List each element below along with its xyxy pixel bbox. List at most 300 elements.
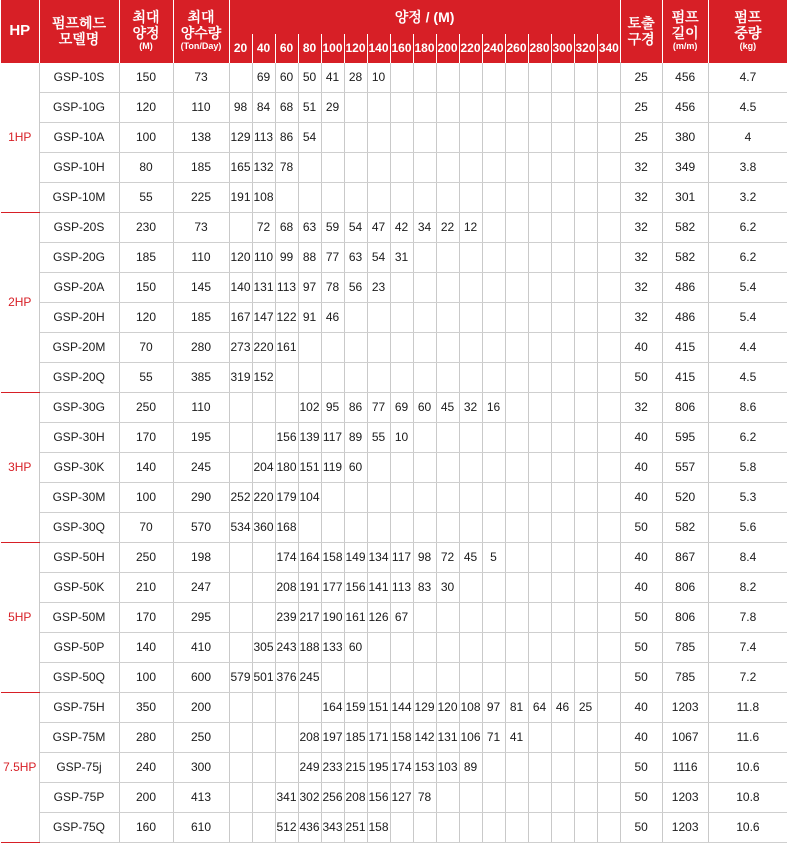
flow-at-lift-cell: 195	[367, 752, 390, 782]
flow-at-lift-cell	[528, 572, 551, 602]
flow-at-lift-cell: 220	[252, 332, 275, 362]
flow-at-lift-cell	[436, 482, 459, 512]
flow-at-lift-cell	[574, 302, 597, 332]
weight-cell: 5.8	[708, 452, 787, 482]
table-row	[1, 752, 787, 782]
flow-at-lift-cell	[390, 632, 413, 662]
table-row	[1, 452, 787, 482]
length-cell: 349	[662, 152, 708, 182]
outlet-cell: 50	[620, 512, 662, 542]
outlet-cell: 50	[620, 632, 662, 662]
flow-at-lift-cell: 167	[229, 302, 252, 332]
flow-at-lift-cell	[574, 62, 597, 92]
outlet-header-line1: 토출	[627, 14, 655, 31]
flow-at-lift-cell	[482, 422, 505, 452]
flow-at-lift-cell: 161	[344, 602, 367, 632]
flow-at-lift-cell	[436, 602, 459, 632]
flow-at-lift-cell: 60	[344, 452, 367, 482]
flow-at-lift-cell	[390, 62, 413, 92]
weight-cell: 4.4	[708, 332, 787, 362]
model-cell: GSP-20G	[39, 242, 119, 272]
flow-at-lift-cell	[505, 752, 528, 782]
flow-at-lift-cell	[551, 722, 574, 752]
flow-at-lift-cell	[413, 182, 436, 212]
flow-at-lift-cell: 77	[367, 392, 390, 422]
flow-at-lift-cell	[413, 62, 436, 92]
max-flow-header-line1: 최대	[187, 9, 215, 26]
length-cell: 1203	[662, 782, 708, 812]
outlet-cell: 50	[620, 602, 662, 632]
flow-at-lift-cell	[505, 452, 528, 482]
model-cell: GSP-10H	[39, 152, 119, 182]
model-cell: GSP-75H	[39, 692, 119, 722]
flow-at-lift-cell	[505, 482, 528, 512]
max-head-cell: 140	[119, 632, 173, 662]
max-head-cell: 140	[119, 452, 173, 482]
table-row	[1, 122, 787, 152]
flow-at-lift-cell	[505, 62, 528, 92]
flow-at-lift-cell	[574, 212, 597, 242]
hp-group-label: 7.5HP	[1, 692, 39, 842]
lift-column-header: 100	[321, 34, 344, 62]
lift-column-header: 220	[459, 34, 482, 62]
flow-at-lift-cell	[459, 572, 482, 602]
flow-at-lift-cell	[574, 812, 597, 842]
flow-at-lift-cell	[597, 122, 620, 152]
max-head-cell: 80	[119, 152, 173, 182]
length-cell: 456	[662, 62, 708, 92]
flow-at-lift-cell: 534	[229, 512, 252, 542]
weight-cell: 4.5	[708, 362, 787, 392]
flow-at-lift-cell: 191	[229, 182, 252, 212]
flow-at-lift-cell	[574, 542, 597, 572]
flow-at-lift-cell: 97	[298, 272, 321, 302]
weight-cell: 8.2	[708, 572, 787, 602]
max-head-cell: 120	[119, 92, 173, 122]
max-head-header	[119, 0, 173, 62]
flow-at-lift-cell	[482, 242, 505, 272]
table-row	[1, 662, 787, 692]
flow-at-lift-cell: 360	[252, 512, 275, 542]
flow-at-lift-cell	[459, 182, 482, 212]
flow-at-lift-cell	[321, 512, 344, 542]
flow-at-lift-cell	[367, 362, 390, 392]
max-flow-cell: 198	[173, 542, 229, 572]
flow-at-lift-cell	[551, 62, 574, 92]
flow-at-lift-cell	[528, 662, 551, 692]
flow-at-lift-cell: 16	[482, 392, 505, 422]
outlet-cell: 40	[620, 482, 662, 512]
flow-at-lift-cell	[574, 752, 597, 782]
flow-at-lift-cell	[505, 782, 528, 812]
flow-at-lift-cell: 151	[367, 692, 390, 722]
flow-at-lift-cell	[574, 482, 597, 512]
flow-at-lift-cell	[321, 662, 344, 692]
table-body	[1, 62, 787, 842]
flow-at-lift-cell	[436, 452, 459, 482]
length-header-line1: 펌프	[671, 9, 699, 26]
flow-at-lift-cell	[229, 422, 252, 452]
max-flow-header	[173, 0, 229, 62]
flow-at-lift-cell: 81	[505, 692, 528, 722]
flow-at-lift-cell	[459, 782, 482, 812]
flow-at-lift-cell	[528, 422, 551, 452]
flow-at-lift-cell: 34	[413, 212, 436, 242]
flow-at-lift-cell	[597, 542, 620, 572]
length-cell: 582	[662, 242, 708, 272]
max-flow-cell: 250	[173, 722, 229, 752]
flow-at-lift-cell	[344, 482, 367, 512]
max-head-cell: 240	[119, 752, 173, 782]
flow-at-lift-cell: 134	[367, 542, 390, 572]
flow-at-lift-cell: 579	[229, 662, 252, 692]
lift-column-header: 180	[413, 34, 436, 62]
flow-at-lift-cell	[482, 812, 505, 842]
flow-at-lift-cell	[505, 302, 528, 332]
model-cell: GSP-50P	[39, 632, 119, 662]
flow-at-lift-cell: 119	[321, 452, 344, 482]
flow-at-lift-cell: 129	[413, 692, 436, 722]
flow-at-lift-cell	[344, 152, 367, 182]
flow-at-lift-cell	[252, 602, 275, 632]
flow-at-lift-cell: 113	[252, 122, 275, 152]
flow-at-lift-cell	[436, 362, 459, 392]
outlet-cell: 32	[620, 182, 662, 212]
flow-at-lift-cell	[551, 92, 574, 122]
flow-at-lift-cell	[321, 362, 344, 392]
flow-at-lift-cell	[344, 512, 367, 542]
model-cell: GSP-50Q	[39, 662, 119, 692]
max-flow-cell: 138	[173, 122, 229, 152]
flow-at-lift-cell	[298, 152, 321, 182]
flow-at-lift-cell	[229, 62, 252, 92]
model-cell: GSP-30M	[39, 482, 119, 512]
flow-at-lift-cell	[597, 182, 620, 212]
flow-at-lift-cell: 12	[459, 212, 482, 242]
flow-at-lift-cell: 71	[482, 722, 505, 752]
flow-at-lift-cell: 72	[436, 542, 459, 572]
flow-at-lift-cell	[551, 392, 574, 422]
weight-cell: 5.4	[708, 272, 787, 302]
flow-at-lift-cell: 72	[252, 212, 275, 242]
flow-at-lift-cell	[298, 332, 321, 362]
flow-at-lift-cell	[344, 662, 367, 692]
weight-cell: 11.6	[708, 722, 787, 752]
flow-at-lift-cell: 98	[413, 542, 436, 572]
flow-at-lift-cell	[367, 92, 390, 122]
flow-at-lift-cell: 273	[229, 332, 252, 362]
flow-at-lift-cell	[574, 362, 597, 392]
flow-at-lift-cell	[482, 122, 505, 152]
flow-at-lift-cell: 69	[390, 392, 413, 422]
table-row	[1, 362, 787, 392]
outlet-cell: 40	[620, 332, 662, 362]
flow-at-lift-cell: 144	[390, 692, 413, 722]
flow-at-lift-cell: 46	[321, 302, 344, 332]
flow-at-lift-cell: 25	[574, 692, 597, 722]
flow-at-lift-cell	[482, 782, 505, 812]
flow-at-lift-cell	[597, 332, 620, 362]
flow-at-lift-cell	[413, 272, 436, 302]
model-cell: GSP-10S	[39, 62, 119, 92]
flow-at-lift-cell	[367, 302, 390, 332]
length-cell: 1203	[662, 692, 708, 722]
flow-at-lift-cell	[252, 422, 275, 452]
flow-at-lift-cell	[321, 122, 344, 152]
flow-at-lift-cell	[574, 572, 597, 602]
flow-at-lift-cell	[482, 182, 505, 212]
table-row	[1, 242, 787, 272]
flow-at-lift-cell	[505, 122, 528, 152]
flow-at-lift-cell	[551, 422, 574, 452]
flow-at-lift-cell	[505, 632, 528, 662]
flow-at-lift-cell: 104	[298, 482, 321, 512]
flow-at-lift-cell: 98	[229, 92, 252, 122]
flow-at-lift-cell	[390, 362, 413, 392]
flow-at-lift-cell: 132	[252, 152, 275, 182]
flow-at-lift-cell	[436, 122, 459, 152]
flow-at-lift-cell: 164	[298, 542, 321, 572]
table-row	[1, 602, 787, 632]
model-cell: GSP-20A	[39, 272, 119, 302]
flow-at-lift-cell: 174	[390, 752, 413, 782]
flow-at-lift-cell	[344, 362, 367, 392]
outlet-cell: 40	[620, 572, 662, 602]
flow-at-lift-cell: 113	[275, 272, 298, 302]
flow-at-lift-cell: 78	[321, 272, 344, 302]
length-cell: 582	[662, 512, 708, 542]
flow-at-lift-cell: 120	[229, 242, 252, 272]
weight-header-line2: 중량	[734, 25, 762, 42]
length-cell: 486	[662, 272, 708, 302]
flow-at-lift-cell	[436, 812, 459, 842]
flow-at-lift-cell	[505, 512, 528, 542]
flow-at-lift-cell: 91	[298, 302, 321, 332]
flow-at-lift-cell: 343	[321, 812, 344, 842]
hp-group-label: 5HP	[1, 542, 39, 692]
flow-at-lift-cell	[574, 782, 597, 812]
flow-at-lift-cell: 51	[298, 92, 321, 122]
outlet-cell: 40	[620, 692, 662, 722]
flow-at-lift-cell: 46	[551, 692, 574, 722]
length-cell: 520	[662, 482, 708, 512]
lift-column-header: 160	[390, 34, 413, 62]
weight-cell: 7.2	[708, 662, 787, 692]
flow-at-lift-cell: 239	[275, 602, 298, 632]
flow-at-lift-cell: 59	[321, 212, 344, 242]
flow-at-lift-cell: 341	[275, 782, 298, 812]
flow-at-lift-cell	[597, 302, 620, 332]
flow-at-lift-cell	[367, 512, 390, 542]
flow-at-lift-cell: 31	[390, 242, 413, 272]
flow-at-lift-cell: 89	[344, 422, 367, 452]
weight-cell: 5.6	[708, 512, 787, 542]
flow-at-lift-cell	[252, 542, 275, 572]
flow-at-lift-cell	[528, 272, 551, 302]
flow-at-lift-cell	[390, 482, 413, 512]
lift-column-header: 260	[505, 34, 528, 62]
weight-cell: 6.2	[708, 242, 787, 272]
max-flow-cell: 290	[173, 482, 229, 512]
max-head-cell: 280	[119, 722, 173, 752]
flow-at-lift-cell: 54	[298, 122, 321, 152]
max-head-cell: 185	[119, 242, 173, 272]
flow-at-lift-cell: 108	[252, 182, 275, 212]
flow-at-lift-cell: 139	[298, 422, 321, 452]
max-head-header-line1: 최대	[132, 9, 160, 26]
flow-at-lift-cell	[505, 662, 528, 692]
flow-at-lift-cell	[528, 482, 551, 512]
model-cell: GSP-10A	[39, 122, 119, 152]
flow-at-lift-cell: 113	[390, 572, 413, 602]
flow-at-lift-cell	[413, 602, 436, 632]
max-head-cell: 120	[119, 302, 173, 332]
flow-at-lift-cell	[413, 332, 436, 362]
max-flow-cell: 295	[173, 602, 229, 632]
flow-at-lift-cell	[528, 62, 551, 92]
table-row	[1, 722, 787, 752]
model-cell: GSP-50M	[39, 602, 119, 632]
flow-at-lift-cell	[436, 422, 459, 452]
flow-at-lift-cell: 42	[390, 212, 413, 242]
flow-at-lift-cell	[574, 602, 597, 632]
flow-at-lift-cell	[528, 722, 551, 752]
flow-at-lift-cell	[436, 152, 459, 182]
outlet-cell: 32	[620, 152, 662, 182]
length-cell: 415	[662, 332, 708, 362]
outlet-cell: 40	[620, 422, 662, 452]
model-cell: GSP-30H	[39, 422, 119, 452]
flow-at-lift-cell: 45	[436, 392, 459, 422]
flow-at-lift-cell: 220	[252, 482, 275, 512]
flow-at-lift-cell: 179	[275, 482, 298, 512]
flow-at-lift-cell: 63	[344, 242, 367, 272]
flow-at-lift-cell	[413, 812, 436, 842]
flow-at-lift-cell	[597, 752, 620, 782]
lift-column-header: 40	[252, 34, 275, 62]
model-cell: GSP-75M	[39, 722, 119, 752]
flow-at-lift-cell	[482, 572, 505, 602]
flow-at-lift-cell: 60	[275, 62, 298, 92]
flow-at-lift-cell	[505, 362, 528, 392]
flow-at-lift-cell	[551, 122, 574, 152]
table-header	[1, 0, 787, 62]
flow-at-lift-cell: 83	[413, 572, 436, 602]
flow-at-lift-cell: 153	[413, 752, 436, 782]
flow-at-lift-cell	[574, 392, 597, 422]
flow-at-lift-cell	[367, 662, 390, 692]
flow-at-lift-cell: 41	[321, 62, 344, 92]
outlet-cell: 50	[620, 662, 662, 692]
flow-at-lift-cell	[597, 392, 620, 422]
flow-at-lift-cell	[436, 62, 459, 92]
flow-at-lift-cell	[390, 272, 413, 302]
length-cell: 806	[662, 392, 708, 422]
flow-at-lift-cell: 131	[436, 722, 459, 752]
flow-at-lift-cell	[551, 752, 574, 782]
flow-at-lift-cell	[459, 242, 482, 272]
table-row	[1, 152, 787, 182]
flow-at-lift-cell	[505, 542, 528, 572]
flow-at-lift-cell: 158	[367, 812, 390, 842]
flow-at-lift-cell	[459, 812, 482, 842]
length-cell: 595	[662, 422, 708, 452]
max-head-cell: 250	[119, 392, 173, 422]
max-flow-unit: (Ton/Day)	[180, 41, 222, 52]
max-head-cell: 70	[119, 512, 173, 542]
flow-at-lift-cell	[574, 272, 597, 302]
flow-at-lift-cell	[551, 482, 574, 512]
max-flow-cell: 200	[173, 692, 229, 722]
flow-at-lift-cell	[528, 812, 551, 842]
flow-at-lift-cell	[275, 182, 298, 212]
flow-at-lift-cell: 126	[367, 602, 390, 632]
length-cell: 557	[662, 452, 708, 482]
flow-at-lift-cell	[390, 302, 413, 332]
flow-at-lift-cell	[482, 152, 505, 182]
flow-at-lift-cell: 185	[344, 722, 367, 752]
outlet-cell: 32	[620, 302, 662, 332]
flow-at-lift-cell	[229, 692, 252, 722]
max-head-cell: 100	[119, 122, 173, 152]
max-head-cell: 200	[119, 782, 173, 812]
table-row	[1, 572, 787, 602]
flow-at-lift-cell	[298, 692, 321, 722]
flow-at-lift-cell	[344, 182, 367, 212]
flow-at-lift-cell	[505, 572, 528, 602]
flow-at-lift-cell: 88	[298, 242, 321, 272]
outlet-cell: 25	[620, 92, 662, 122]
flow-at-lift-cell	[436, 512, 459, 542]
flow-at-lift-cell	[321, 332, 344, 362]
flow-at-lift-cell	[551, 602, 574, 632]
outlet-cell: 32	[620, 212, 662, 242]
flow-at-lift-cell: 319	[229, 362, 252, 392]
flow-at-lift-cell	[551, 572, 574, 602]
weight-cell: 4.7	[708, 62, 787, 92]
flow-at-lift-cell: 129	[229, 122, 252, 152]
outlet-header-line2: 구경	[627, 30, 655, 47]
flow-at-lift-cell: 256	[321, 782, 344, 812]
flow-at-lift-cell	[597, 782, 620, 812]
max-flow-cell: 73	[173, 62, 229, 92]
table-row	[1, 332, 787, 362]
max-head-cell: 210	[119, 572, 173, 602]
outlet-cell: 25	[620, 62, 662, 92]
flow-at-lift-cell: 152	[252, 362, 275, 392]
flow-at-lift-cell: 501	[252, 662, 275, 692]
flow-at-lift-cell	[528, 512, 551, 542]
flow-at-lift-cell: 78	[413, 782, 436, 812]
flow-at-lift-cell	[390, 92, 413, 122]
max-flow-cell: 73	[173, 212, 229, 242]
flow-at-lift-cell: 151	[298, 452, 321, 482]
weight-cell: 11.8	[708, 692, 787, 722]
flow-at-lift-cell	[252, 752, 275, 782]
flow-at-lift-cell: 249	[298, 752, 321, 782]
flow-at-lift-cell	[482, 512, 505, 542]
flow-at-lift-cell: 63	[298, 212, 321, 242]
max-head-cell: 170	[119, 422, 173, 452]
flow-at-lift-cell: 95	[321, 392, 344, 422]
length-cell: 785	[662, 632, 708, 662]
weight-cell: 6.2	[708, 422, 787, 452]
flow-at-lift-cell	[597, 422, 620, 452]
flow-at-lift-cell	[252, 812, 275, 842]
outlet-cell: 32	[620, 242, 662, 272]
flow-at-lift-cell	[528, 392, 551, 422]
flow-at-lift-cell: 197	[321, 722, 344, 752]
